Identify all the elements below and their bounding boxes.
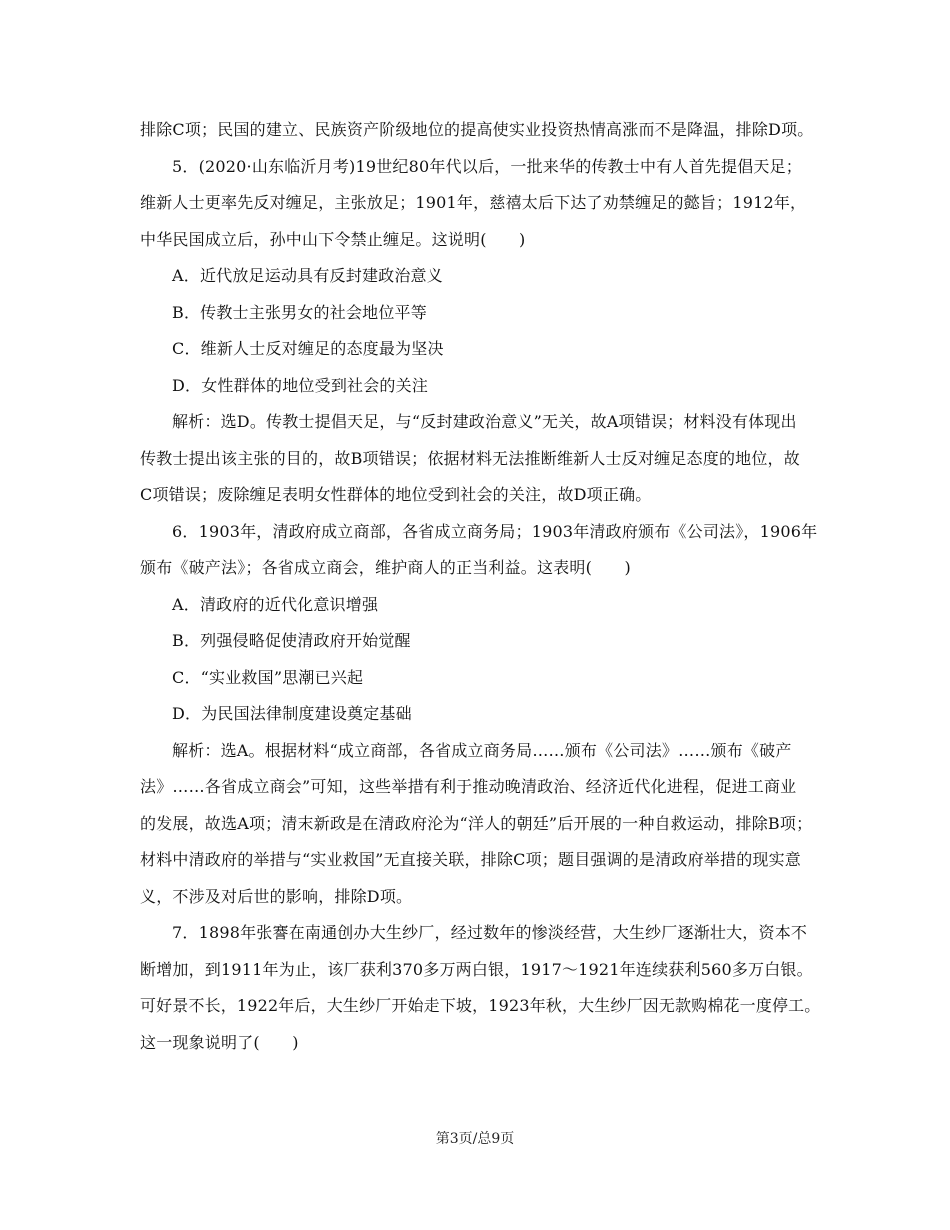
question-7-stem: 7．1898年张謇在南通创办大生纱厂，经过数年的惨淡经营，大生纱厂逐渐壮大，资本不 [172, 923, 808, 942]
text-line: C项错误；废除缠足表明女性群体的地位受到社会的关注，故D项正确。 [140, 485, 652, 504]
option-d: D．女性群体的地位受到社会的关注 [172, 375, 429, 395]
option-b: B．传教士主张男女的社会地位平等 [172, 302, 427, 322]
text-line: 义，不涉及对后世的影响，排除D项。 [140, 886, 413, 906]
text-line: 的发展，故选A项；清末新政是在清政府沦为“洋人的朝廷”后开展的一种自救运动，排除B项； [140, 813, 813, 833]
text-line: 排除C项；民国的建立、民族资产阶级地位的提高使实业投资热情高涨而不是降温，排除D项。 [140, 120, 814, 139]
text-line: 材料中清政府的举措与“实业救国”无直接关联，排除C项；题目强调的是清政府举措的现实意 [140, 850, 802, 869]
page-number: 第3页/总9页 [435, 1131, 515, 1147]
question-6-stem: 6．1903年，清政府成立商部，各省成立商务局；1903年清政府颁布《公司法》，1906年 [172, 521, 818, 541]
option-c: C．维新人士反对缠足的态度最为坚决 [172, 339, 444, 358]
text-line: 断增加，到1911年为止，该厂获利370多万两白银，1917～1921年连续获利560多万白银。 [140, 959, 813, 979]
text-line: 中华民国成立后，孙中山下令禁止缠足。这说明( ) [140, 229, 526, 249]
text-line: 传教士提出该主张的目的，故B项错误；依据材料无法推断维新人士反对缠足态度的地位，故 [140, 448, 800, 468]
text-line: 维新人士更率先反对缠足，主张放足；1901年，慈禧太后下达了劝禁缠足的懿旨；1912年， [140, 193, 807, 212]
question-5-stem: 5．(2020·山东临沂月考)19世纪80年代以后，一批来华的传教士中有人首先提倡天足； [172, 156, 802, 176]
text-line: 法》……各省成立商会”可知，这些举措有利于推动晚清政治、经济近代化进程，促进工商业 [140, 777, 797, 796]
option-a: A．近代放足运动具有反封建政治意义 [172, 266, 443, 285]
option-c: C．“实业救国”思潮已兴起 [172, 667, 364, 687]
text-line: 颁布《破产法》；各省成立商会，维护商人的正当利益。这表明( ) [140, 558, 631, 577]
analysis-6: 解析：选A。根据材料“成立商部，各省成立商务局……颁布《公司法》……颁布《破产 [172, 740, 792, 760]
page-content [140, 112, 820, 1061]
analysis-5: 解析：选D。传教士提倡天足，与“反封建政治意义”无关，故A项错误；材料没有体现出 [172, 412, 797, 431]
option-a: A．清政府的近代化意识增强 [172, 594, 379, 614]
text-line: 这一现象说明了( ) [140, 1032, 299, 1052]
text-line: 可好景不长，1922年后，大生纱厂开始走下坡，1923年秋，大生纱厂因无款购棉花一度停工。 [140, 996, 821, 1015]
option-b: B．列强侵略促使清政府开始觉醒 [172, 631, 411, 650]
option-d: D．为民国法律制度建设奠定基础 [172, 704, 412, 723]
